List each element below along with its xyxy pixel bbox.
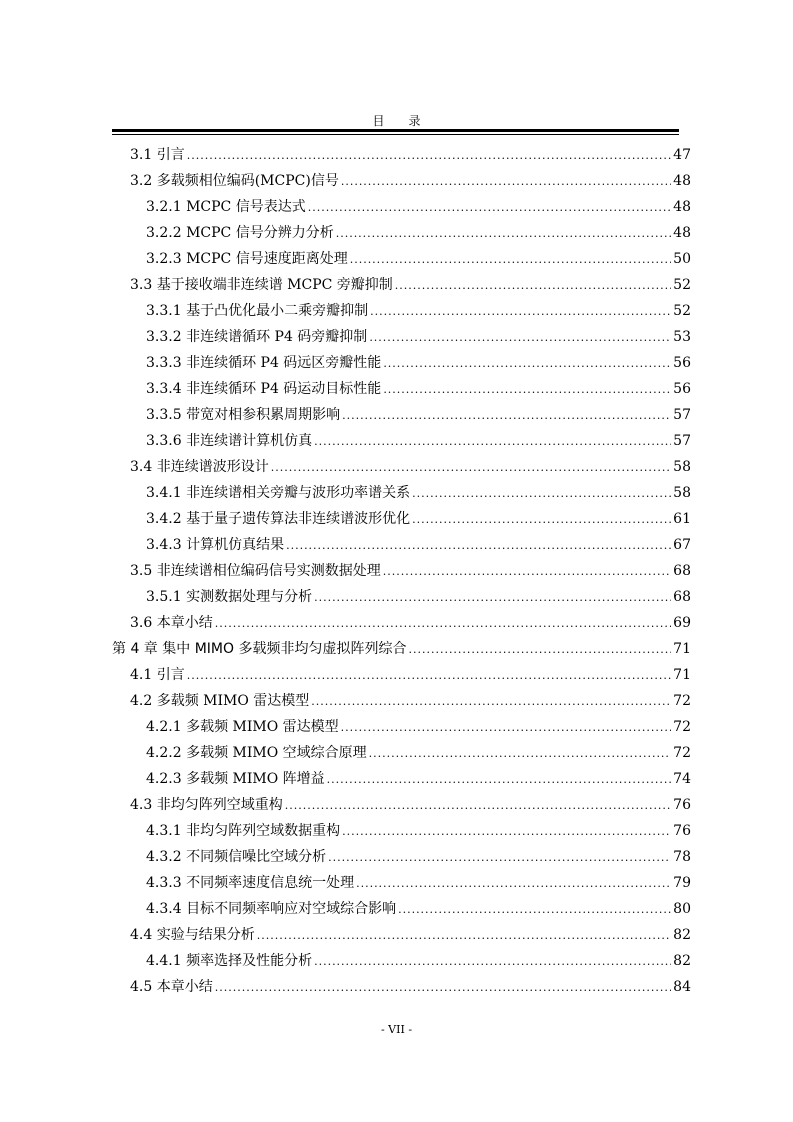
toc-entry[interactable] [130, 792, 691, 818]
toc-entry-page-number: 76 [673, 797, 691, 813]
toc-entry-page-number: 47 [673, 147, 691, 163]
toc-entry-page-number: 52 [673, 303, 691, 319]
toc-entry[interactable] [146, 402, 691, 428]
toc-entry-title: 4.3.2 不同频信噪比空域分析 [146, 849, 327, 865]
toc-entry-title: 3.4.2 基于量子遗传算法非连续谱波形优化 [146, 511, 411, 527]
toc-entry[interactable] [130, 688, 691, 714]
header-rule-thin [112, 134, 679, 135]
toc-dot-leader [314, 585, 671, 611]
toc-entry-page-number: 72 [673, 693, 691, 709]
toc-entry-page-number: 68 [673, 589, 691, 605]
toc-entry-page-number: 52 [673, 277, 691, 293]
toc-dot-leader [369, 741, 672, 767]
toc-dot-leader [412, 507, 671, 533]
toc-dot-leader [408, 637, 671, 663]
toc-dot-leader [285, 793, 671, 819]
toc-entry-page-number: 72 [673, 719, 691, 735]
toc-entry-title: 4.2.3 多载频 MIMO 阵增益 [146, 771, 325, 787]
toc-dot-leader [342, 403, 671, 429]
toc-entry-title: 4.2 多载频 MIMO 雷达模型 [130, 693, 310, 709]
toc-entry-title: 3.3 基于接收端非连续谱 MCPC 旁瓣抑制 [130, 277, 393, 293]
toc-entry-page-number: 76 [673, 823, 691, 839]
toc-entry[interactable] [146, 714, 691, 740]
toc-entry[interactable] [146, 948, 691, 974]
toc-entry[interactable] [130, 610, 691, 636]
toc-entry-title: 3.3.4 非连续循环 P4 码运动目标性能 [146, 381, 382, 397]
toc-entry-title: 3.3.2 非连续谱循环 P4 码旁瓣抑制 [146, 329, 368, 345]
toc-entry[interactable] [146, 480, 691, 506]
toc-entry[interactable] [146, 324, 691, 350]
toc-entry-page-number: 79 [673, 875, 691, 891]
toc-entry-title: 4.2.2 多载频 MIMO 空域综合原理 [146, 745, 367, 761]
toc-entry-title: 3.3.5 带宽对相参积累周期影响 [146, 407, 341, 423]
toc-dot-leader [314, 949, 671, 975]
toc-entry[interactable] [130, 922, 691, 948]
toc-entry[interactable] [146, 532, 691, 558]
toc-entry-page-number: 84 [673, 979, 691, 995]
toc-entry-page-number: 53 [673, 329, 691, 345]
toc-entry-page-number: 80 [673, 901, 691, 917]
toc-entry-title: 4.3.3 不同频率速度信息统一处理 [146, 875, 355, 891]
toc-entry-title: 3.4.1 非连续谱相关旁瓣与波形功率谱关系 [146, 485, 411, 501]
toc-entry-title: 3.1 引言 [130, 147, 185, 163]
toc-entry[interactable] [146, 350, 691, 376]
toc-entry-page-number: 68 [673, 563, 691, 579]
toc-entry-page-number: 58 [673, 459, 691, 475]
toc-entry[interactable] [130, 662, 691, 688]
toc-entry-title: 3.4 非连续谱波形设计 [130, 459, 269, 475]
toc-entry-page-number: 67 [673, 537, 691, 553]
toc-entry[interactable] [146, 766, 691, 792]
page-header-title: 目 录 [372, 114, 421, 128]
toc-dot-leader [257, 923, 671, 949]
toc-entry-page-number: 72 [673, 745, 691, 761]
toc-entry[interactable] [146, 376, 691, 402]
toc-entry-title: 3.4.3 计算机仿真结果 [146, 537, 285, 553]
toc-entry-page-number: 58 [673, 485, 691, 501]
toc-dot-leader [286, 533, 671, 559]
toc-dot-leader [187, 663, 671, 689]
toc-entry-page-number: 61 [673, 511, 691, 527]
toc-dot-leader [398, 897, 671, 923]
toc-entry-page-number: 48 [673, 173, 691, 189]
toc-dot-leader [369, 325, 671, 351]
toc-entry[interactable] [146, 584, 691, 610]
toc-entry[interactable] [130, 558, 691, 584]
toc-dot-leader [311, 689, 671, 715]
toc-entry[interactable] [146, 896, 691, 922]
toc-entry-title: 3.3.6 非连续谱计算机仿真 [146, 433, 313, 449]
toc-dot-leader [215, 611, 671, 637]
toc-entry-page-number: 56 [673, 381, 691, 397]
toc-entry[interactable] [112, 636, 691, 662]
toc-entry[interactable] [146, 428, 691, 454]
toc-entry-page-number: 71 [673, 667, 691, 683]
toc-entry-title: 3.6 本章小结 [130, 615, 213, 631]
toc-entry[interactable] [130, 974, 691, 1000]
toc-entry-title: 4.1 引言 [130, 667, 185, 683]
toc-entry[interactable] [146, 220, 691, 246]
toc-dot-leader [314, 429, 671, 455]
toc-dot-leader [336, 221, 671, 247]
toc-entry[interactable] [130, 272, 691, 298]
toc-entry-title: 3.2.1 MCPC 信号表达式 [146, 199, 306, 215]
toc-entry[interactable] [130, 168, 691, 194]
toc-entry-page-number: 69 [673, 615, 691, 631]
toc-dot-leader [383, 377, 671, 403]
toc-entry[interactable] [130, 142, 691, 168]
toc-entry[interactable] [130, 454, 691, 480]
toc-entry[interactable] [146, 740, 691, 766]
toc-entry-page-number: 50 [673, 251, 691, 267]
toc-dot-leader [350, 247, 671, 273]
toc-entry-page-number: 82 [673, 953, 691, 969]
toc-entry[interactable] [146, 298, 691, 324]
toc-entry-title: 4.4.1 频率选择及性能分析 [146, 953, 313, 969]
toc-entry-page-number: 82 [673, 927, 691, 943]
toc-entry-title: 4.5 本章小结 [130, 979, 213, 995]
toc-dot-leader [412, 481, 671, 507]
toc-entry-title: 第 4 章 集中 MIMO 多载频非均匀虚拟阵列综合 [112, 641, 407, 657]
toc-dot-leader [383, 559, 671, 585]
toc-dot-leader [342, 819, 671, 845]
toc-entry-page-number: 74 [673, 771, 691, 787]
toc-dot-leader [370, 299, 671, 325]
toc-entry-title: 4.3 非均匀阵列空域重构 [130, 797, 283, 813]
footer-page-number: - VII - [380, 1023, 413, 1036]
toc-dot-leader [327, 767, 672, 793]
toc-entry-title: 3.2 多载频相位编码(MCPC)信号 [130, 173, 339, 189]
toc-entry-title: 3.3.3 非连续循环 P4 码远区旁瓣性能 [146, 355, 382, 371]
toc-dot-leader [271, 455, 671, 481]
toc-entry-title: 4.3.4 目标不同频率响应对空域综合影响 [146, 901, 397, 917]
toc-entry-page-number: 56 [673, 355, 691, 371]
toc-dot-leader [187, 143, 671, 169]
toc-dot-leader [341, 169, 671, 195]
toc-entry[interactable] [146, 870, 691, 896]
toc-entry-title: 3.5.1 实测数据处理与分析 [146, 589, 313, 605]
toc-dot-leader [341, 715, 672, 741]
toc-entry-page-number: 57 [673, 433, 691, 449]
toc-dot-leader [308, 195, 671, 221]
toc-entry-page-number: 71 [673, 641, 691, 657]
toc-entry-page-number: 48 [673, 199, 691, 215]
toc-entry[interactable] [146, 818, 691, 844]
toc-entry-title: 3.3.1 基于凸优化最小二乘旁瓣抑制 [146, 303, 369, 319]
toc-dot-leader [383, 351, 671, 377]
toc-entry-title: 3.2.2 MCPC 信号分辨力分析 [146, 225, 334, 241]
toc-dot-leader [328, 845, 671, 871]
toc-dot-leader [395, 273, 671, 299]
toc-dot-leader [215, 975, 671, 1001]
toc-entry-title: 3.5 非连续谱相位编码信号实测数据处理 [130, 563, 381, 579]
toc-entry[interactable] [146, 194, 691, 220]
toc-entry[interactable] [146, 246, 691, 272]
toc-entry-title: 4.4 实验与结果分析 [130, 927, 255, 943]
toc-entry-page-number: 57 [673, 407, 691, 423]
toc-entry-title: 4.2.1 多载频 MIMO 雷达模型 [146, 719, 339, 735]
toc-entry-page-number: 48 [673, 225, 691, 241]
toc-entry[interactable] [146, 844, 691, 870]
toc-dot-leader [356, 871, 671, 897]
toc-entry-title: 3.2.3 MCPC 信号速度距离处理 [146, 251, 348, 267]
toc-entry[interactable] [146, 506, 691, 532]
toc-entry-page-number: 78 [673, 849, 691, 865]
toc-entry-title: 4.3.1 非均匀阵列空域数据重构 [146, 823, 341, 839]
header-rule-thick [112, 129, 679, 132]
